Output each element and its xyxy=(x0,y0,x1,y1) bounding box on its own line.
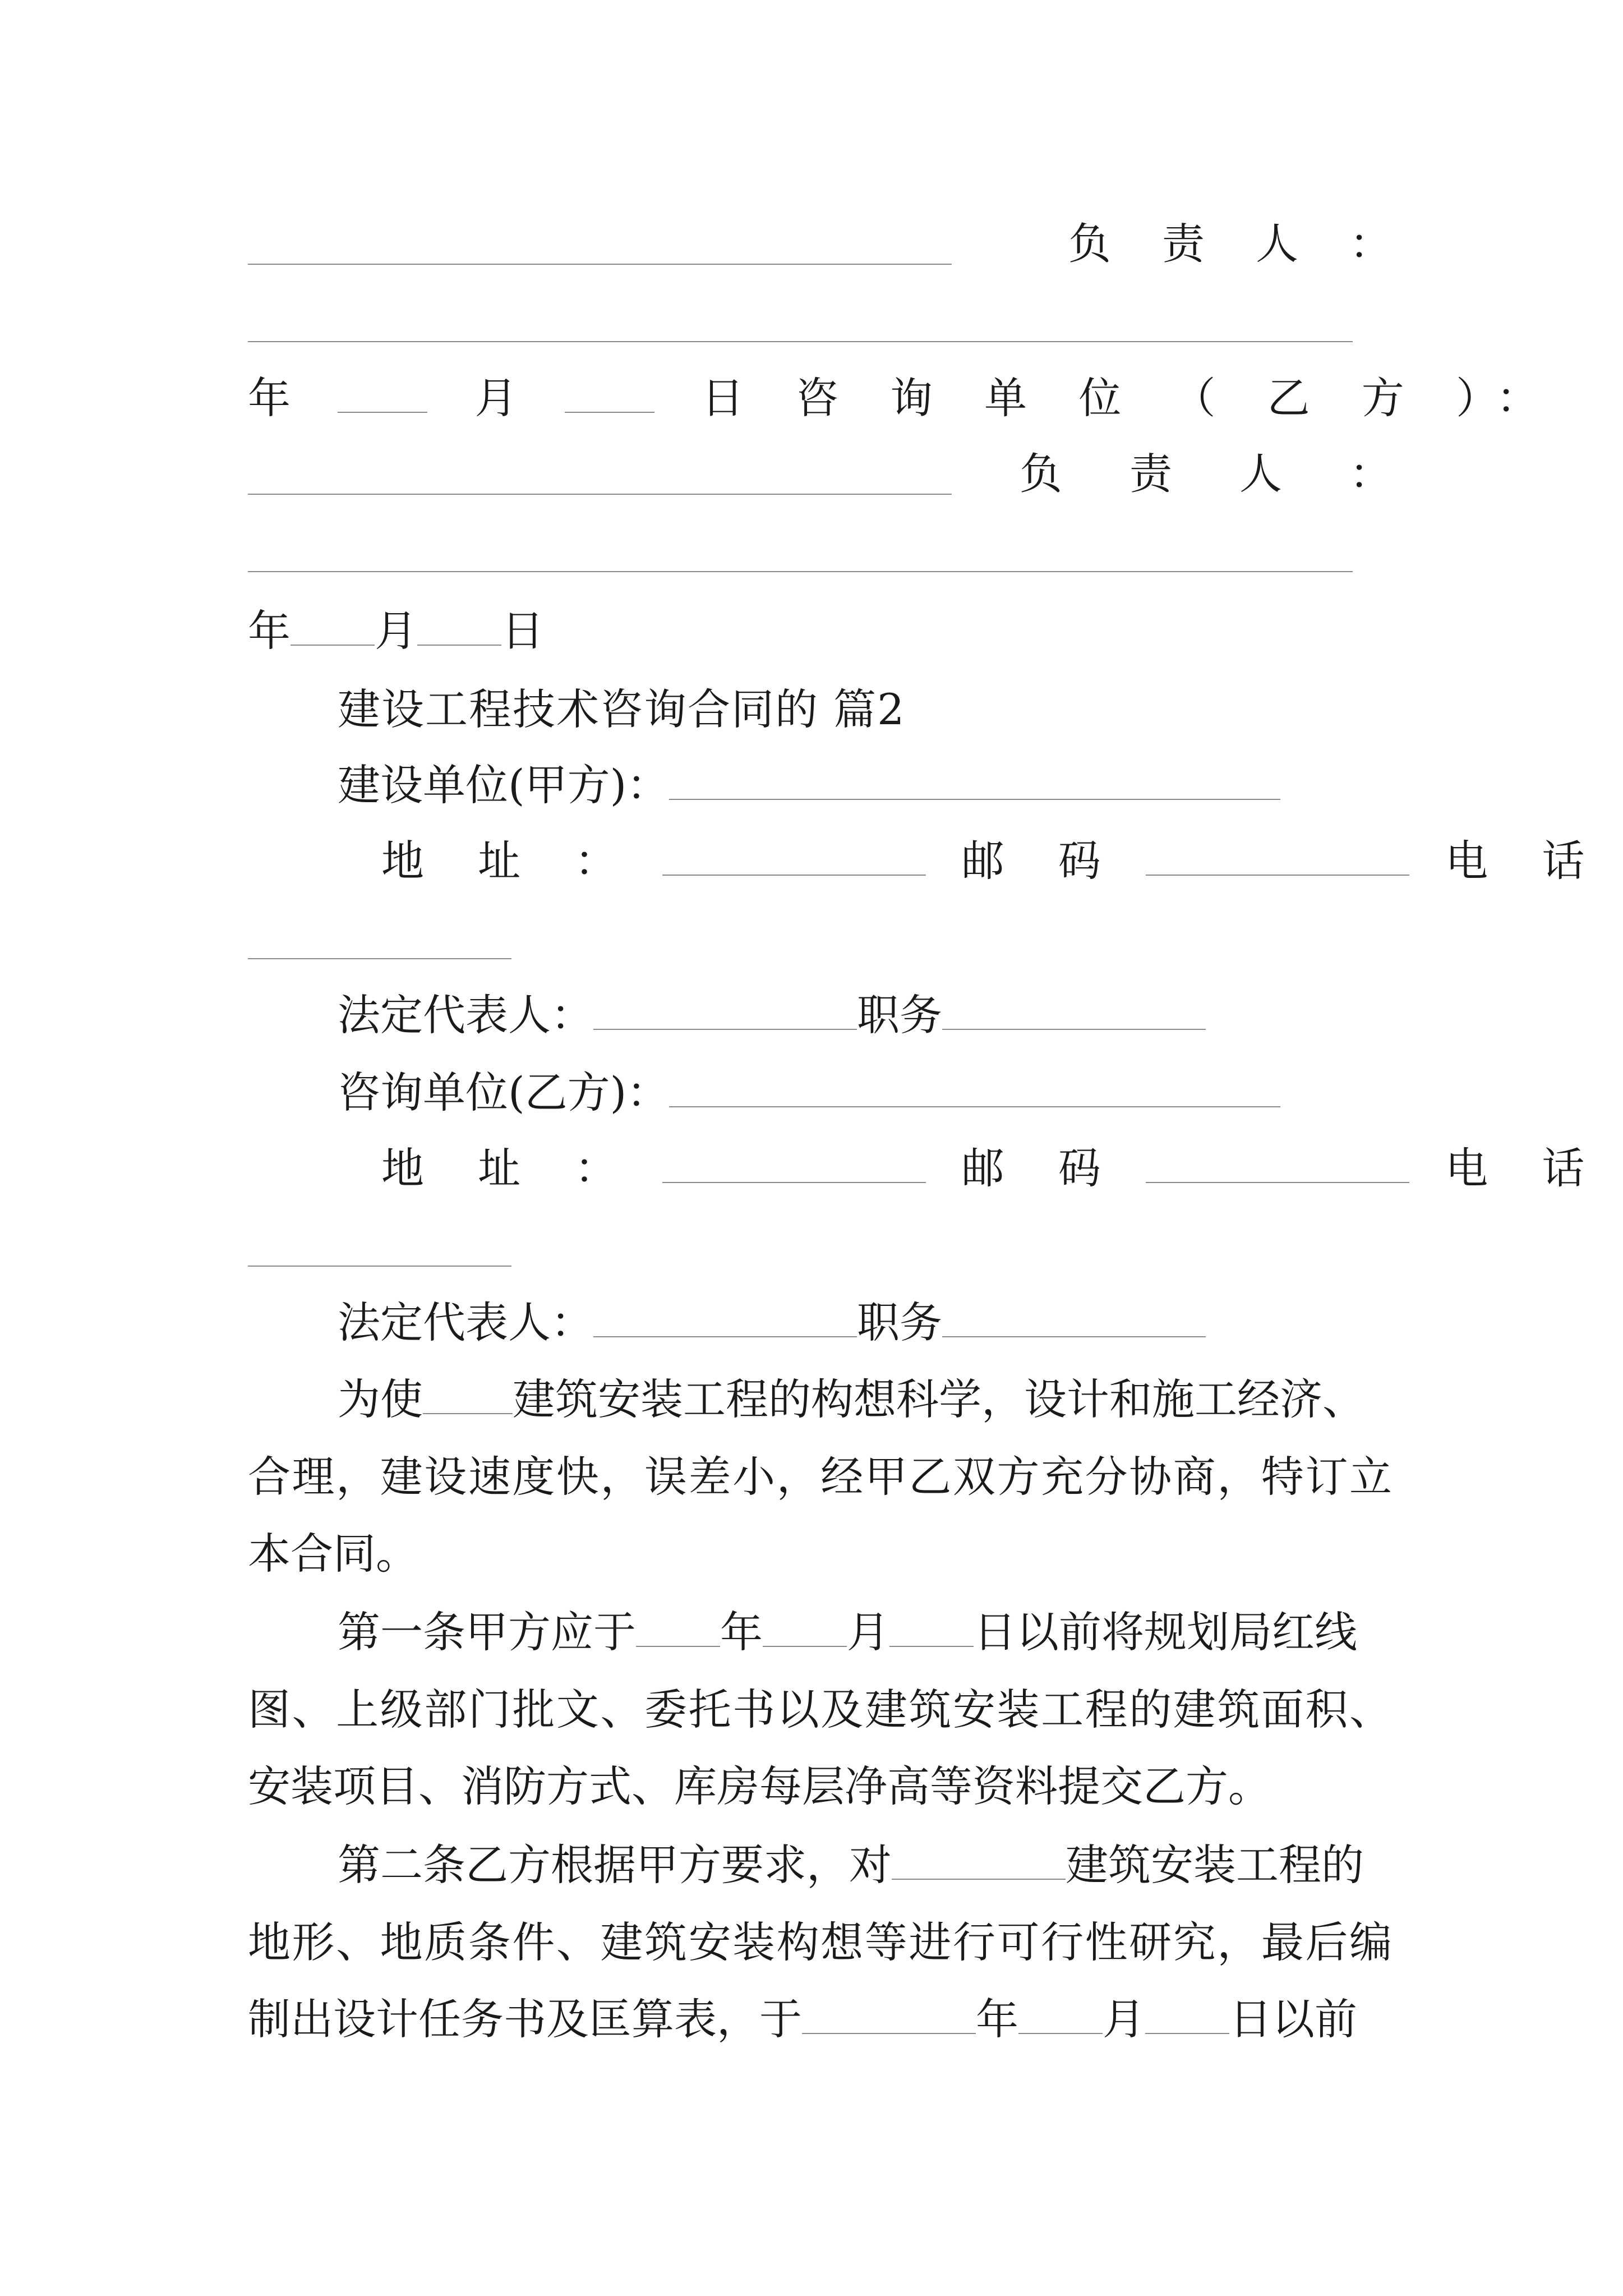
blank-year xyxy=(636,1607,720,1647)
blank-position xyxy=(942,1297,1206,1337)
date-consult-line: 年 月 日 咨 询 单 位 （ 乙 方 ）： xyxy=(248,373,1558,423)
blank-position xyxy=(942,990,1206,1030)
blank-postcode xyxy=(1146,1143,1409,1183)
blank-phone xyxy=(248,1266,511,1267)
article1-line-2: 图、上级部门批文、委托书以及建筑安装工程的建筑面积、 xyxy=(248,1685,1392,1734)
blank-month xyxy=(565,372,654,413)
blank-phone xyxy=(248,958,511,959)
blank-postcode xyxy=(1146,835,1409,876)
blank-line xyxy=(248,571,1353,572)
blank-year xyxy=(338,372,427,413)
party-b-contact-line: 地 址 ： 邮 码 电 话 xyxy=(381,1143,1605,1193)
person-in-charge-label: 负 责 人 ： xyxy=(1068,219,1392,269)
article2-line-3: 制出设计任务书及匡算表，于 年 月 日以前 xyxy=(248,1994,1357,2044)
blank-legal-rep xyxy=(593,990,857,1030)
blank-month xyxy=(763,1607,847,1647)
party-b-legal-line: 法定代表人： 职务 xyxy=(338,1292,1392,1354)
article1-line-3: 安装项目、消防方式、库房每层净高等资料提交乙方。 xyxy=(248,1761,1271,1811)
blank-month xyxy=(1018,1994,1103,2034)
blank-month xyxy=(417,605,501,646)
blank-address xyxy=(662,1143,926,1183)
party-a-line: 建设单位(甲方)： xyxy=(338,754,1392,816)
blank-project xyxy=(892,1839,1066,1880)
party-a-contact-line: 地 址 ： 邮 码 电 话 xyxy=(381,836,1605,886)
blank-day xyxy=(1145,1994,1229,2034)
section-heading: 建设工程技术咨询合同的 篇2 xyxy=(338,684,906,734)
article2-line-1: 第二条乙方根据甲方要求，对 建筑安装工程的 xyxy=(338,1840,1364,1890)
blank-line xyxy=(248,264,952,265)
blank-legal-rep xyxy=(593,1297,857,1337)
blank-line xyxy=(248,494,952,495)
blank-address xyxy=(662,835,926,876)
blank-day xyxy=(889,1607,974,1647)
blank-year xyxy=(802,1994,976,2034)
blank-project xyxy=(423,1374,513,1414)
date-line: 年 月 日 xyxy=(248,606,544,656)
intro-line-2: 合理，建设速度快，误差小，经甲乙双方充分协商，特订立 xyxy=(248,1452,1392,1502)
party-b-line: 咨询单位(乙方)： xyxy=(338,1062,1392,1124)
blank-year xyxy=(291,605,375,646)
intro-line-3: 本合同。 xyxy=(248,1529,418,1579)
blank-line xyxy=(248,341,1353,342)
article1-line-1: 第一条甲方应于 年 月 日以前将规划局红线 xyxy=(338,1607,1357,1657)
person-in-charge-label-2: 负 责 人 ： xyxy=(1020,449,1392,499)
article2-line-2: 地形、地质条件、建筑安装构想等进行可行性研究，最后编 xyxy=(248,1917,1392,1967)
party-a-legal-line: 法定代表人： 职务 xyxy=(338,984,1392,1046)
blank-party-b xyxy=(669,1067,1280,1107)
blank-party-a xyxy=(669,760,1280,800)
intro-line-1: 为使 建筑安装工程的构想科学，设计和施工经济、 xyxy=(338,1374,1365,1424)
